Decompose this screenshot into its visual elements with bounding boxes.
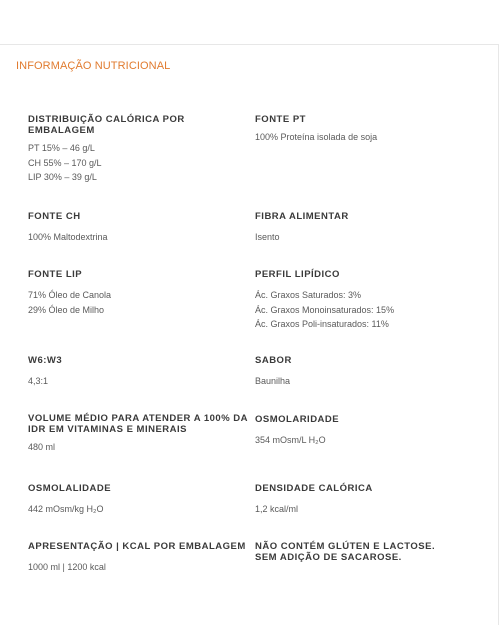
item-value: 71% Óleo de Canola xyxy=(28,290,112,300)
item-dietary-fiber xyxy=(255,211,475,245)
section-title: INFORMAÇÃO NUTRICIONAL xyxy=(16,60,171,72)
nutrition-info-panel xyxy=(0,44,499,625)
item-value: 354 mOsm/L H₂O xyxy=(255,435,326,445)
item-value: CH 55% – 170 g/L xyxy=(28,157,102,168)
item-protein-source xyxy=(255,114,475,145)
item-osmolality xyxy=(28,483,248,517)
item-label: SABOR xyxy=(255,355,292,366)
item-value: 100% Maltodextrina xyxy=(28,232,108,242)
item-flavor xyxy=(255,355,475,389)
item-label: PERFIL LIPÍDICO xyxy=(255,269,340,280)
item-value: 29% Óleo de Milho xyxy=(28,304,105,315)
item-value: 100% Proteína isolada de soja xyxy=(255,132,378,142)
item-label: FIBRA ALIMENTAR xyxy=(255,211,349,222)
item-label: W6:W3 xyxy=(28,355,63,366)
item-label: VOLUME MÉDIO PARA ATENDER A 100% DA IDR EM VITAMINAS E MINERAIS xyxy=(28,413,248,435)
item-carb-source xyxy=(28,211,248,245)
item-gluten-lactose-note xyxy=(255,541,455,563)
item-lipid-profile xyxy=(255,269,475,332)
item-value: LIP 30% – 39 g/L xyxy=(28,172,97,182)
item-osmolarity xyxy=(255,414,475,448)
item-value: 480 ml xyxy=(28,442,56,452)
item-label: DISTRIBUIÇÃO CALÓRICA POR EMBALAGEM xyxy=(28,114,185,136)
item-caloric-distribution xyxy=(28,114,248,185)
item-value: 1,2 kcal/ml xyxy=(255,504,299,514)
item-w6-w3 xyxy=(28,355,248,389)
item-label: DENSIDADE CALÓRICA xyxy=(255,483,373,494)
item-label: OSMOLALIDADE xyxy=(28,483,112,494)
item-label: FONTE LIP xyxy=(28,269,83,280)
item-label: FONTE CH xyxy=(28,211,81,222)
item-label: NÃO CONTÉM GLÚTEN E LACTOSE. SEM ADIÇÃO DE SACAROSE. xyxy=(255,541,436,563)
item-value: Ác. Graxos Monoinsaturados: 15% xyxy=(255,304,395,315)
item-value: Baunilha xyxy=(255,376,291,386)
item-value: Ác. Graxos Saturados: 3% xyxy=(255,290,362,300)
item-value: Isento xyxy=(255,232,280,242)
item-value: 4,3:1 xyxy=(28,376,49,386)
item-value: 1000 ml | 1200 kcal xyxy=(28,562,106,572)
item-value: 442 mOsm/kg H₂O xyxy=(28,504,104,514)
item-value: PT 15% – 46 g/L xyxy=(28,143,95,153)
item-average-volume xyxy=(28,413,248,455)
item-label: APRESENTAÇÃO | KCAL POR EMBALAGEM xyxy=(28,541,246,552)
item-label: OSMOLARIDADE xyxy=(255,414,340,425)
item-lipid-source xyxy=(28,269,248,317)
item-presentation xyxy=(28,541,248,575)
item-value: Ác. Graxos Poli-insaturados: 11% xyxy=(255,319,389,329)
item-caloric-density xyxy=(255,483,475,517)
item-label: FONTE PT xyxy=(255,114,306,125)
